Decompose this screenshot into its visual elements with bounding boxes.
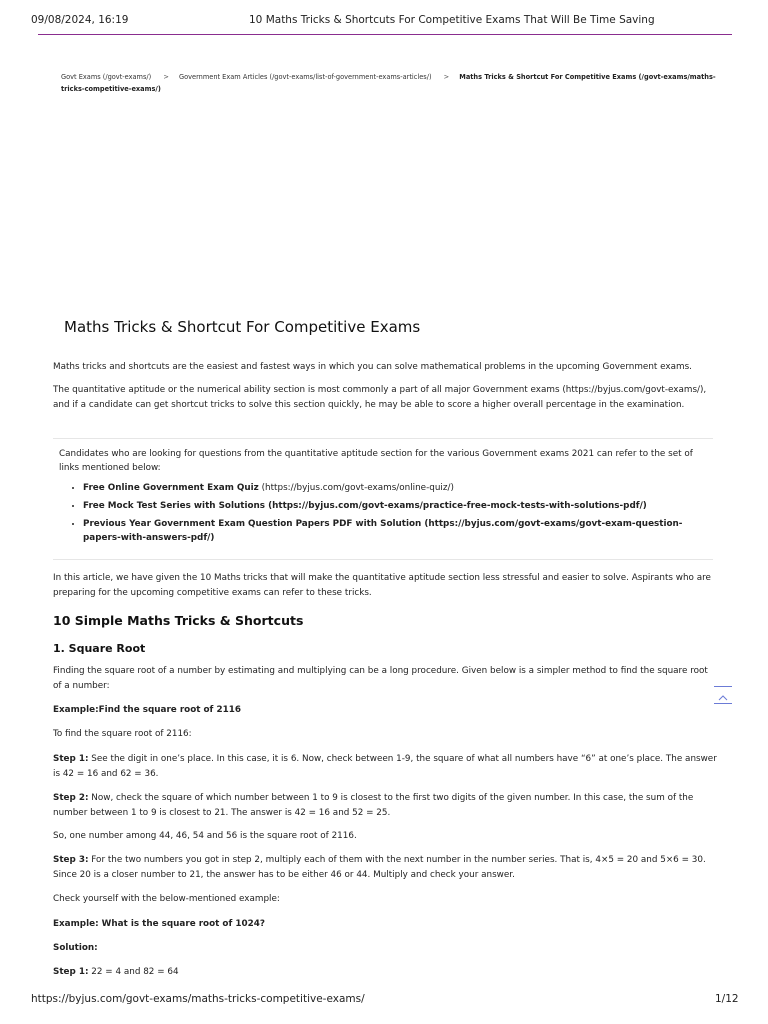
step-label: Step 1: [53, 967, 89, 977]
link-url-text[interactable]: (https://byjus.com/govt-exams/online-quiz/) [258, 483, 454, 493]
breadcrumb-separator: > [443, 73, 450, 81]
links-list [63, 481, 703, 549]
aptitude-paragraph: The quantitative aptitude or the numerical ability section is most commonly a part of all major Government exams (https://byjus.com/govt-exams/), and if a candidate can get shortcut tricks to solve this section quickly, he may be able to score a higher overall percentage in the examination. [53, 385, 707, 410]
step-text: For the two numbers you got in step 2, multiply each of them with the next number in the number series. That is, 4×5 = 20 and 5×6 = 30. Since 20 is a closer number to 21, the answer has to be either 46 or 44. Multiply and check your answer. [53, 855, 706, 880]
breadcrumb [61, 71, 721, 95]
step-label: Step 2: [53, 793, 89, 803]
example-2-heading [53, 917, 718, 932]
solution-heading [53, 941, 718, 956]
example-heading [53, 703, 718, 718]
step-text: Now, check the square of which number between 1 to 9 is closest to the first two digits of the given number. In this case, the sum of the number between 1 to 9 is closest to 21. The answer is 42 = 16 and 52 = 25. [53, 793, 694, 818]
step-1 [53, 752, 718, 782]
breadcrumb-item-articles[interactable]: Government Exam Articles (/govt-exams/list-of-government-exams-articles/) [178, 73, 432, 81]
step-label: Step 1: [53, 754, 89, 764]
print-footer-url: https://byjus.com/govt-exams/maths-tricks-competitive-exams/ [31, 993, 365, 1005]
print-date: 09/08/2024, 16:19 [31, 14, 129, 26]
step-2 [53, 791, 718, 821]
link-bold-text[interactable]: Free Online Government Exam Quiz [83, 483, 259, 493]
chevron-up-icon [718, 686, 728, 705]
breadcrumb-separator: > [163, 73, 169, 81]
example-label: Example: What is the square root of 1024? [53, 919, 265, 929]
list-item[interactable] [83, 481, 703, 495]
check-yourself: Check yourself with the below-mentioned example: [53, 894, 280, 904]
links-box [53, 438, 713, 560]
intro-paragraph: Maths tricks and shortcuts are the easiest and fastest ways in which you can solve mathematical problems in the upcoming Government exams. [53, 362, 692, 372]
print-page-number: 1/12 [715, 993, 739, 1005]
step-text: See the digit in one’s place. In this case, it is 6. Now, check between 1-9, the square of what all numbers have “6” at one’s place. The answer is 42 = 16 and 62 = 36. [53, 754, 717, 779]
link-bold-text[interactable]: Free Mock Test Series with Solutions (https://byjus.com/govt-exams/practice-free-mock-tests-with-solutions-pdf/) [83, 501, 647, 511]
print-page-title: 10 Maths Tricks & Shortcuts For Competitive Exams That Will Be Time Saving [249, 14, 655, 26]
scroll-to-top-button[interactable] [714, 686, 732, 704]
breadcrumb-item-govt-exams[interactable]: Govt Exams (/govt-exams/) [61, 73, 152, 81]
solution-label: Solution: [53, 943, 98, 953]
candidate-numbers: So, one number among 44, 46, 54 and 56 is the square root of 2116. [53, 831, 357, 841]
solution-step-1 [53, 965, 718, 980]
subsection-heading: 1. Square Root [53, 642, 146, 655]
section-heading: 10 Simple Maths Tricks & Shortcuts [53, 613, 304, 628]
square-root-intro: Finding the square root of a number by estimating and multiplying can be a long procedure. Given below is a simpler method to find the square root of a number: [53, 666, 708, 691]
header-divider [38, 34, 732, 35]
breadcrumb-item-current: Maths Tricks & Shortcut For Competitive Exams (/govt-exams/maths-tricks-competitive-exams/) [61, 73, 716, 93]
page-title: Maths Tricks & Shortcut For Competitive Exams [64, 318, 421, 336]
list-item[interactable] [83, 517, 703, 545]
list-item[interactable] [83, 499, 703, 513]
links-intro: Candidates who are looking for questions from the quantitative aptitude section for the various Government exams 2021 can refer to the set of links mentioned below: [59, 449, 693, 473]
steps-intro: To find the square root of 2116: [53, 729, 192, 739]
article-paragraph: In this article, we have given the 10 Maths tricks that will make the quantitative aptitude section less stressful and easier to solve. Aspirants who are preparing for the upcoming competitive exams can refer to these tricks. [53, 573, 711, 598]
link-bold-text[interactable]: Previous Year Government Exam Question Papers PDF with Solution (https://byjus.com/govt-exams/govt-exam-question-papers-with-answers-pdf/) [83, 519, 683, 543]
step-3 [53, 853, 718, 883]
step-text: 22 = 4 and 82 = 64 [88, 967, 179, 977]
example-label: Example:Find the square root of 2116 [53, 705, 241, 715]
step-label: Step 3: [53, 855, 89, 865]
